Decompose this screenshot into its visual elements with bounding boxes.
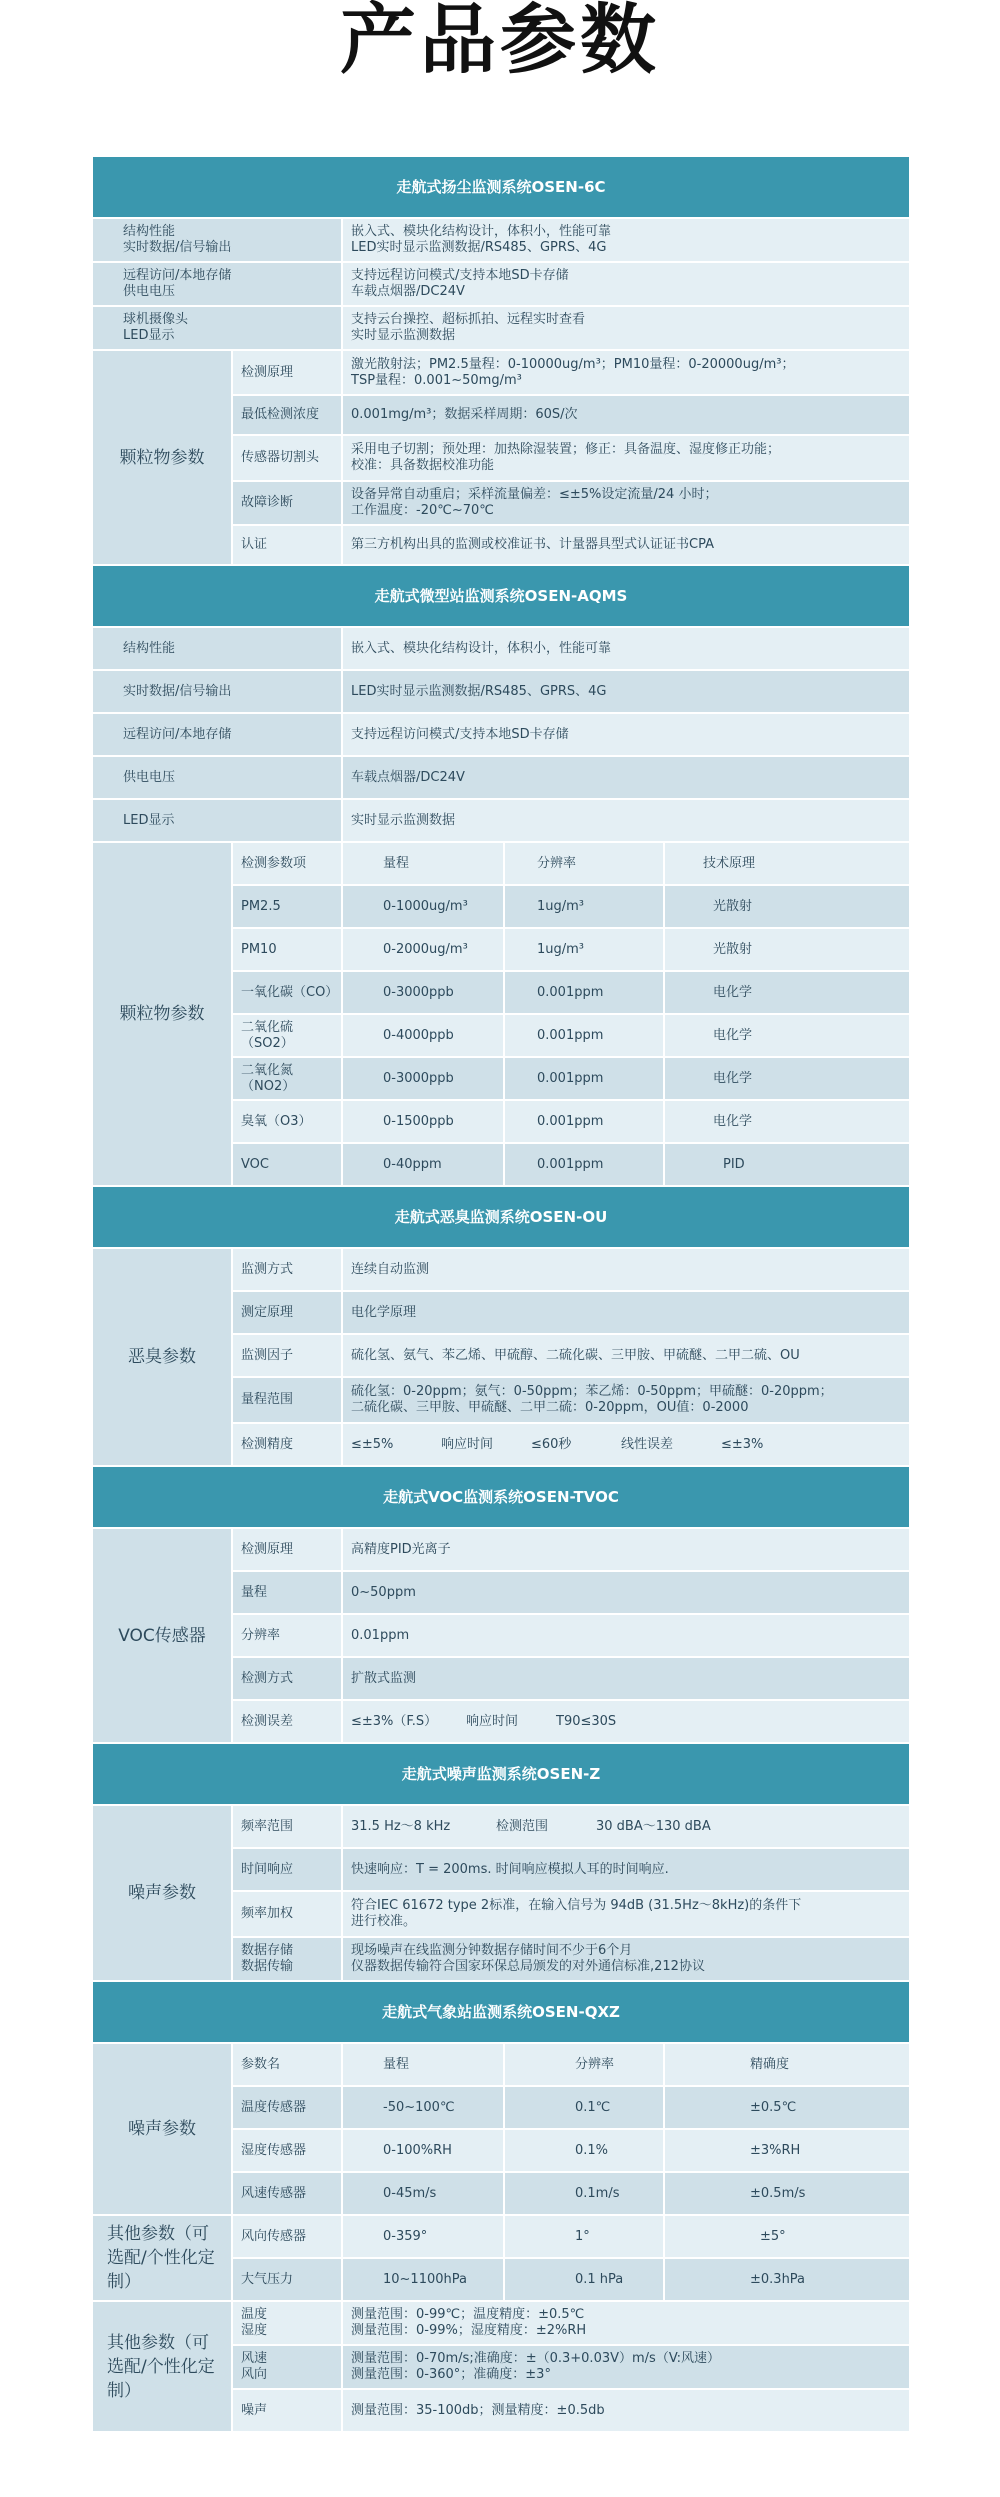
param-row	[92, 2215, 910, 2258]
param-head-row	[92, 2043, 910, 2086]
param-range: 0-3000ppb	[342, 971, 504, 1014]
param-accuracy: ±0.3hPa	[664, 2258, 910, 2301]
row-label: 分辨率	[232, 1614, 342, 1657]
row-value: 嵌入式、模块化结构设计，体积小，性能可靠	[342, 627, 910, 670]
param-principle: 电化学	[664, 1057, 910, 1100]
spec-row	[92, 670, 910, 713]
col-head: 精确度	[664, 2043, 910, 2086]
row-value: 设备异常自动重启；采样流量偏差：≤±5%设定流量/24 小时； 工作温度：-20℃~70℃	[342, 481, 910, 525]
param-name: 一氧化碳（CO）	[232, 971, 342, 1014]
section-title: 走航式恶臭监测系统OSEN-OU	[92, 1186, 910, 1248]
param-range: 0-3000ppb	[342, 1057, 504, 1100]
param-principle: 电化学	[664, 1014, 910, 1057]
row-value: 符合IEC 61672 type 2标准，在输入信号为 94dB (31.5Hz～8kHz)的条件下 进行校准。	[342, 1891, 910, 1937]
param-resolution: 1ug/m³	[504, 885, 664, 928]
param-resolution: 1ug/m³	[504, 928, 664, 971]
param-resolution: 0.001ppm	[504, 971, 664, 1014]
param-name: PM10	[232, 928, 342, 971]
row-value	[342, 1700, 910, 1743]
param-range: 0-2000ug/m³	[342, 928, 504, 971]
row-value: 车载点烟器/DC24V	[342, 756, 910, 799]
row-value: 0~50ppm	[342, 1571, 910, 1614]
param-resolution: 0.1 hPa	[504, 2258, 664, 2301]
col-head: 分辨率	[504, 2043, 664, 2086]
freq-value: 31.5 Hz～8 kHz	[351, 1818, 451, 1834]
param-name: 臭氧（O3）	[232, 1100, 342, 1143]
spec-table	[91, 155, 911, 2433]
param-name: 风向传感器	[232, 2215, 342, 2258]
section-header	[92, 565, 910, 627]
col-head: 参数名	[232, 2043, 342, 2086]
param-name: 风速传感器	[232, 2172, 342, 2215]
spec-row	[92, 713, 910, 756]
row-label: 风速 风向	[232, 2345, 342, 2389]
spec-row	[92, 218, 910, 262]
param-resolution: 0.1℃	[504, 2086, 664, 2129]
row-value: 实时显示监测数据	[342, 799, 910, 842]
row-label: 量程	[232, 1571, 342, 1614]
row-value: 现场噪声在线监测分钟数据存储时间不少于6个月 仪器数据传输符合国家环保总局颁发的对外通信标准,212协议	[342, 1937, 910, 1981]
row-value: 测量范围：0-99℃；温度精度：±0.5℃ 测量范围：0-99%；湿度精度：±2%RH	[342, 2301, 910, 2345]
row-value: 测量范围：0-70m/s;准确度：±（0.3+0.03V）m/s（V:风速） 测量范围：0-360°；准确度：±3°	[342, 2345, 910, 2389]
param-range: 0-45m/s	[342, 2172, 504, 2215]
row-value: 0.01ppm	[342, 1614, 910, 1657]
row-value: 高精度PID光离子	[342, 1528, 910, 1571]
param-accuracy: ±3%RH	[664, 2129, 910, 2172]
group-label: 其他参数（可选配/个性化定制）	[92, 2301, 232, 2432]
row-value: LED实时显示监测数据/RS485、GPRS、4G	[342, 670, 910, 713]
row-value: 采用电子切割；预处理：加热除湿装置；修正：具备温度、湿度修正功能； 校准：具备数据校准功能	[342, 435, 910, 481]
row-value: 扩散式监测	[342, 1657, 910, 1700]
row-label: 远程访问/本地存储	[92, 713, 342, 756]
group-label: 其他参数（可选配/个性化定制）	[92, 2215, 232, 2301]
row-value	[342, 1805, 910, 1848]
section-header	[92, 1743, 910, 1805]
param-resolution: 1°	[504, 2215, 664, 2258]
param-accuracy: ±0.5℃	[664, 2086, 910, 2129]
row-label: 温度 湿度	[232, 2301, 342, 2345]
page-title: 产品参数	[340, 0, 660, 84]
spec-row	[92, 1805, 910, 1848]
spec-row	[92, 799, 910, 842]
row-label: 频率范围	[232, 1805, 342, 1848]
row-label: 故障诊断	[232, 481, 342, 525]
param-name: 湿度传感器	[232, 2129, 342, 2172]
param-range: 0-1000ug/m³	[342, 885, 504, 928]
section-header	[92, 1981, 910, 2043]
row-label: 检测精度	[232, 1423, 342, 1466]
group-label: 颗粒物参数	[92, 842, 232, 1186]
param-name: PM2.5	[232, 885, 342, 928]
row-value: 0.001mg/m³；数据采样周期：60S/次	[342, 395, 910, 435]
row-value: 支持远程访问模式/支持本地SD卡存储 车载点烟器/DC24V	[342, 262, 910, 306]
param-principle: PID	[664, 1143, 910, 1186]
row-value: 嵌入式、模块化结构设计，体积小，性能可靠 LED实时显示监测数据/RS485、GPRS、4G	[342, 218, 910, 262]
row-label: 噪声	[232, 2389, 342, 2432]
row-label: 检测原理	[232, 1528, 342, 1571]
group-label: 恶臭参数	[92, 1248, 232, 1466]
param-principle: 电化学	[664, 971, 910, 1014]
spec-row	[92, 1248, 910, 1291]
spec-row	[92, 262, 910, 306]
row-label: 测定原理	[232, 1291, 342, 1334]
group-label: 噪声参数	[92, 1805, 232, 1981]
col-head: 检测参数项	[232, 842, 342, 885]
col-head: 量程	[342, 2043, 504, 2086]
row-label: 结构性能 实时数据/信号输出	[92, 218, 342, 262]
row-label: 量程范围	[232, 1377, 342, 1423]
param-principle: 光散射	[664, 885, 910, 928]
row-label: 结构性能	[92, 627, 342, 670]
row-label: 实时数据/信号输出	[92, 670, 342, 713]
error-value: ≤±3%（F.S）	[351, 1713, 438, 1729]
row-label: 监测方式	[232, 1248, 342, 1291]
param-range: -50~100℃	[342, 2086, 504, 2129]
response-label: 响应时间	[441, 1436, 494, 1452]
param-principle: 光散射	[664, 928, 910, 971]
row-label: LED显示	[92, 799, 342, 842]
linearity-label: 线性误差	[621, 1436, 674, 1452]
row-label: 时间响应	[232, 1848, 342, 1891]
param-range: 0-1500ppb	[342, 1100, 504, 1143]
linearity-value: ≤±3%	[721, 1436, 764, 1452]
row-label: 检测方式	[232, 1657, 342, 1700]
row-label: 检测误差	[232, 1700, 342, 1743]
param-range: 0-359°	[342, 2215, 504, 2258]
param-resolution: 0.001ppm	[504, 1100, 664, 1143]
param-resolution: 0.001ppm	[504, 1143, 664, 1186]
section-title: 走航式气象站监测系统OSEN-QXZ	[92, 1981, 910, 2043]
param-resolution: 0.1m/s	[504, 2172, 664, 2215]
group-label: 噪声参数	[92, 2043, 232, 2215]
spec-row	[92, 2301, 910, 2345]
accuracy-value: ≤±5%	[351, 1436, 394, 1452]
param-name: 温度传感器	[232, 2086, 342, 2129]
row-label: 传感器切割头	[232, 435, 342, 481]
row-value: 支持远程访问模式/支持本地SD卡存储	[342, 713, 910, 756]
param-name: 二氧化硫（SO2）	[232, 1014, 342, 1057]
row-label: 球机摄像头 LED显示	[92, 306, 342, 350]
row-value: 硫化氢、氨气、苯乙烯、甲硫醇、二硫化碳、三甲胺、甲硫醚、二甲二硫、OU	[342, 1334, 910, 1377]
param-resolution: 0.001ppm	[504, 1057, 664, 1100]
param-name: 二氧化氮（NO2）	[232, 1057, 342, 1100]
col-head: 分辨率	[504, 842, 664, 885]
param-range: 0-4000ppb	[342, 1014, 504, 1057]
row-label: 最低检测浓度	[232, 395, 342, 435]
section-title: 走航式VOC监测系统OSEN-TVOC	[92, 1466, 910, 1528]
param-principle: 电化学	[664, 1100, 910, 1143]
row-value: 测量范围：35-100db；测量精度：±0.5db	[342, 2389, 910, 2432]
col-head: 技术原理	[664, 842, 910, 885]
col-head: 量程	[342, 842, 504, 885]
response-value: ≤60秒	[531, 1436, 572, 1452]
row-label: 检测原理	[232, 350, 342, 395]
detect-label: 检测范围	[496, 1818, 549, 1834]
row-label: 远程访问/本地存储 供电电压	[92, 262, 342, 306]
spec-row	[92, 350, 910, 395]
spec-row	[92, 756, 910, 799]
param-head-row	[92, 842, 910, 885]
param-range: 0-100%RH	[342, 2129, 504, 2172]
detect-value: 30 dBA～130 dBA	[596, 1818, 711, 1834]
section-header	[92, 1466, 910, 1528]
row-label: 频率加权	[232, 1891, 342, 1937]
group-label: 颗粒物参数	[92, 350, 232, 565]
param-accuracy: ±5°	[664, 2215, 910, 2258]
row-value: 连续自动监测	[342, 1248, 910, 1291]
row-label: 认证	[232, 525, 342, 565]
param-range: 0-40ppm	[342, 1143, 504, 1186]
response-label: 响应时间	[466, 1713, 519, 1729]
row-value: 激光散射法；PM2.5量程：0-10000ug/m³；PM10量程：0-20000ug/m³； TSP量程：0.001~50mg/m³	[342, 350, 910, 395]
row-label: 监测因子	[232, 1334, 342, 1377]
param-resolution: 0.001ppm	[504, 1014, 664, 1057]
row-value: 支持云台操控、超标抓拍、远程实时查看 实时显示监测数据	[342, 306, 910, 350]
section-title: 走航式扬尘监测系统OSEN-6C	[92, 156, 910, 218]
row-value: 硫化氢：0-20ppm；氨气：0-50ppm；苯乙烯：0-50ppm；甲硫醚：0-20ppm； 二硫化碳、三甲胺、甲硫醚、二甲二硫：0-20ppm，OU值：0-2000	[342, 1377, 910, 1423]
section-title: 走航式微型站监测系统OSEN-AQMS	[92, 565, 910, 627]
section-title: 走航式噪声监测系统OSEN-Z	[92, 1743, 910, 1805]
section-header	[92, 156, 910, 218]
spec-row	[92, 306, 910, 350]
row-value: 第三方机构出具的监测或校准证书、计量器具型式认证证书CPA	[342, 525, 910, 565]
spec-row	[92, 627, 910, 670]
param-accuracy: ±0.5m/s	[664, 2172, 910, 2215]
row-value	[342, 1423, 910, 1466]
spec-row	[92, 1528, 910, 1571]
row-label: 数据存储 数据传输	[232, 1937, 342, 1981]
param-resolution: 0.1%	[504, 2129, 664, 2172]
row-label: 供电电压	[92, 756, 342, 799]
section-header	[92, 1186, 910, 1248]
param-name: 大气压力	[232, 2258, 342, 2301]
row-value: 快速响应：T = 200ms. 时间响应模拟人耳的时间响应.	[342, 1848, 910, 1891]
param-name: VOC	[232, 1143, 342, 1186]
group-label: VOC传感器	[92, 1528, 232, 1743]
row-value: 电化学原理	[342, 1291, 910, 1334]
response-value: T90≤30S	[556, 1713, 617, 1729]
param-range: 10~1100hPa	[342, 2258, 504, 2301]
